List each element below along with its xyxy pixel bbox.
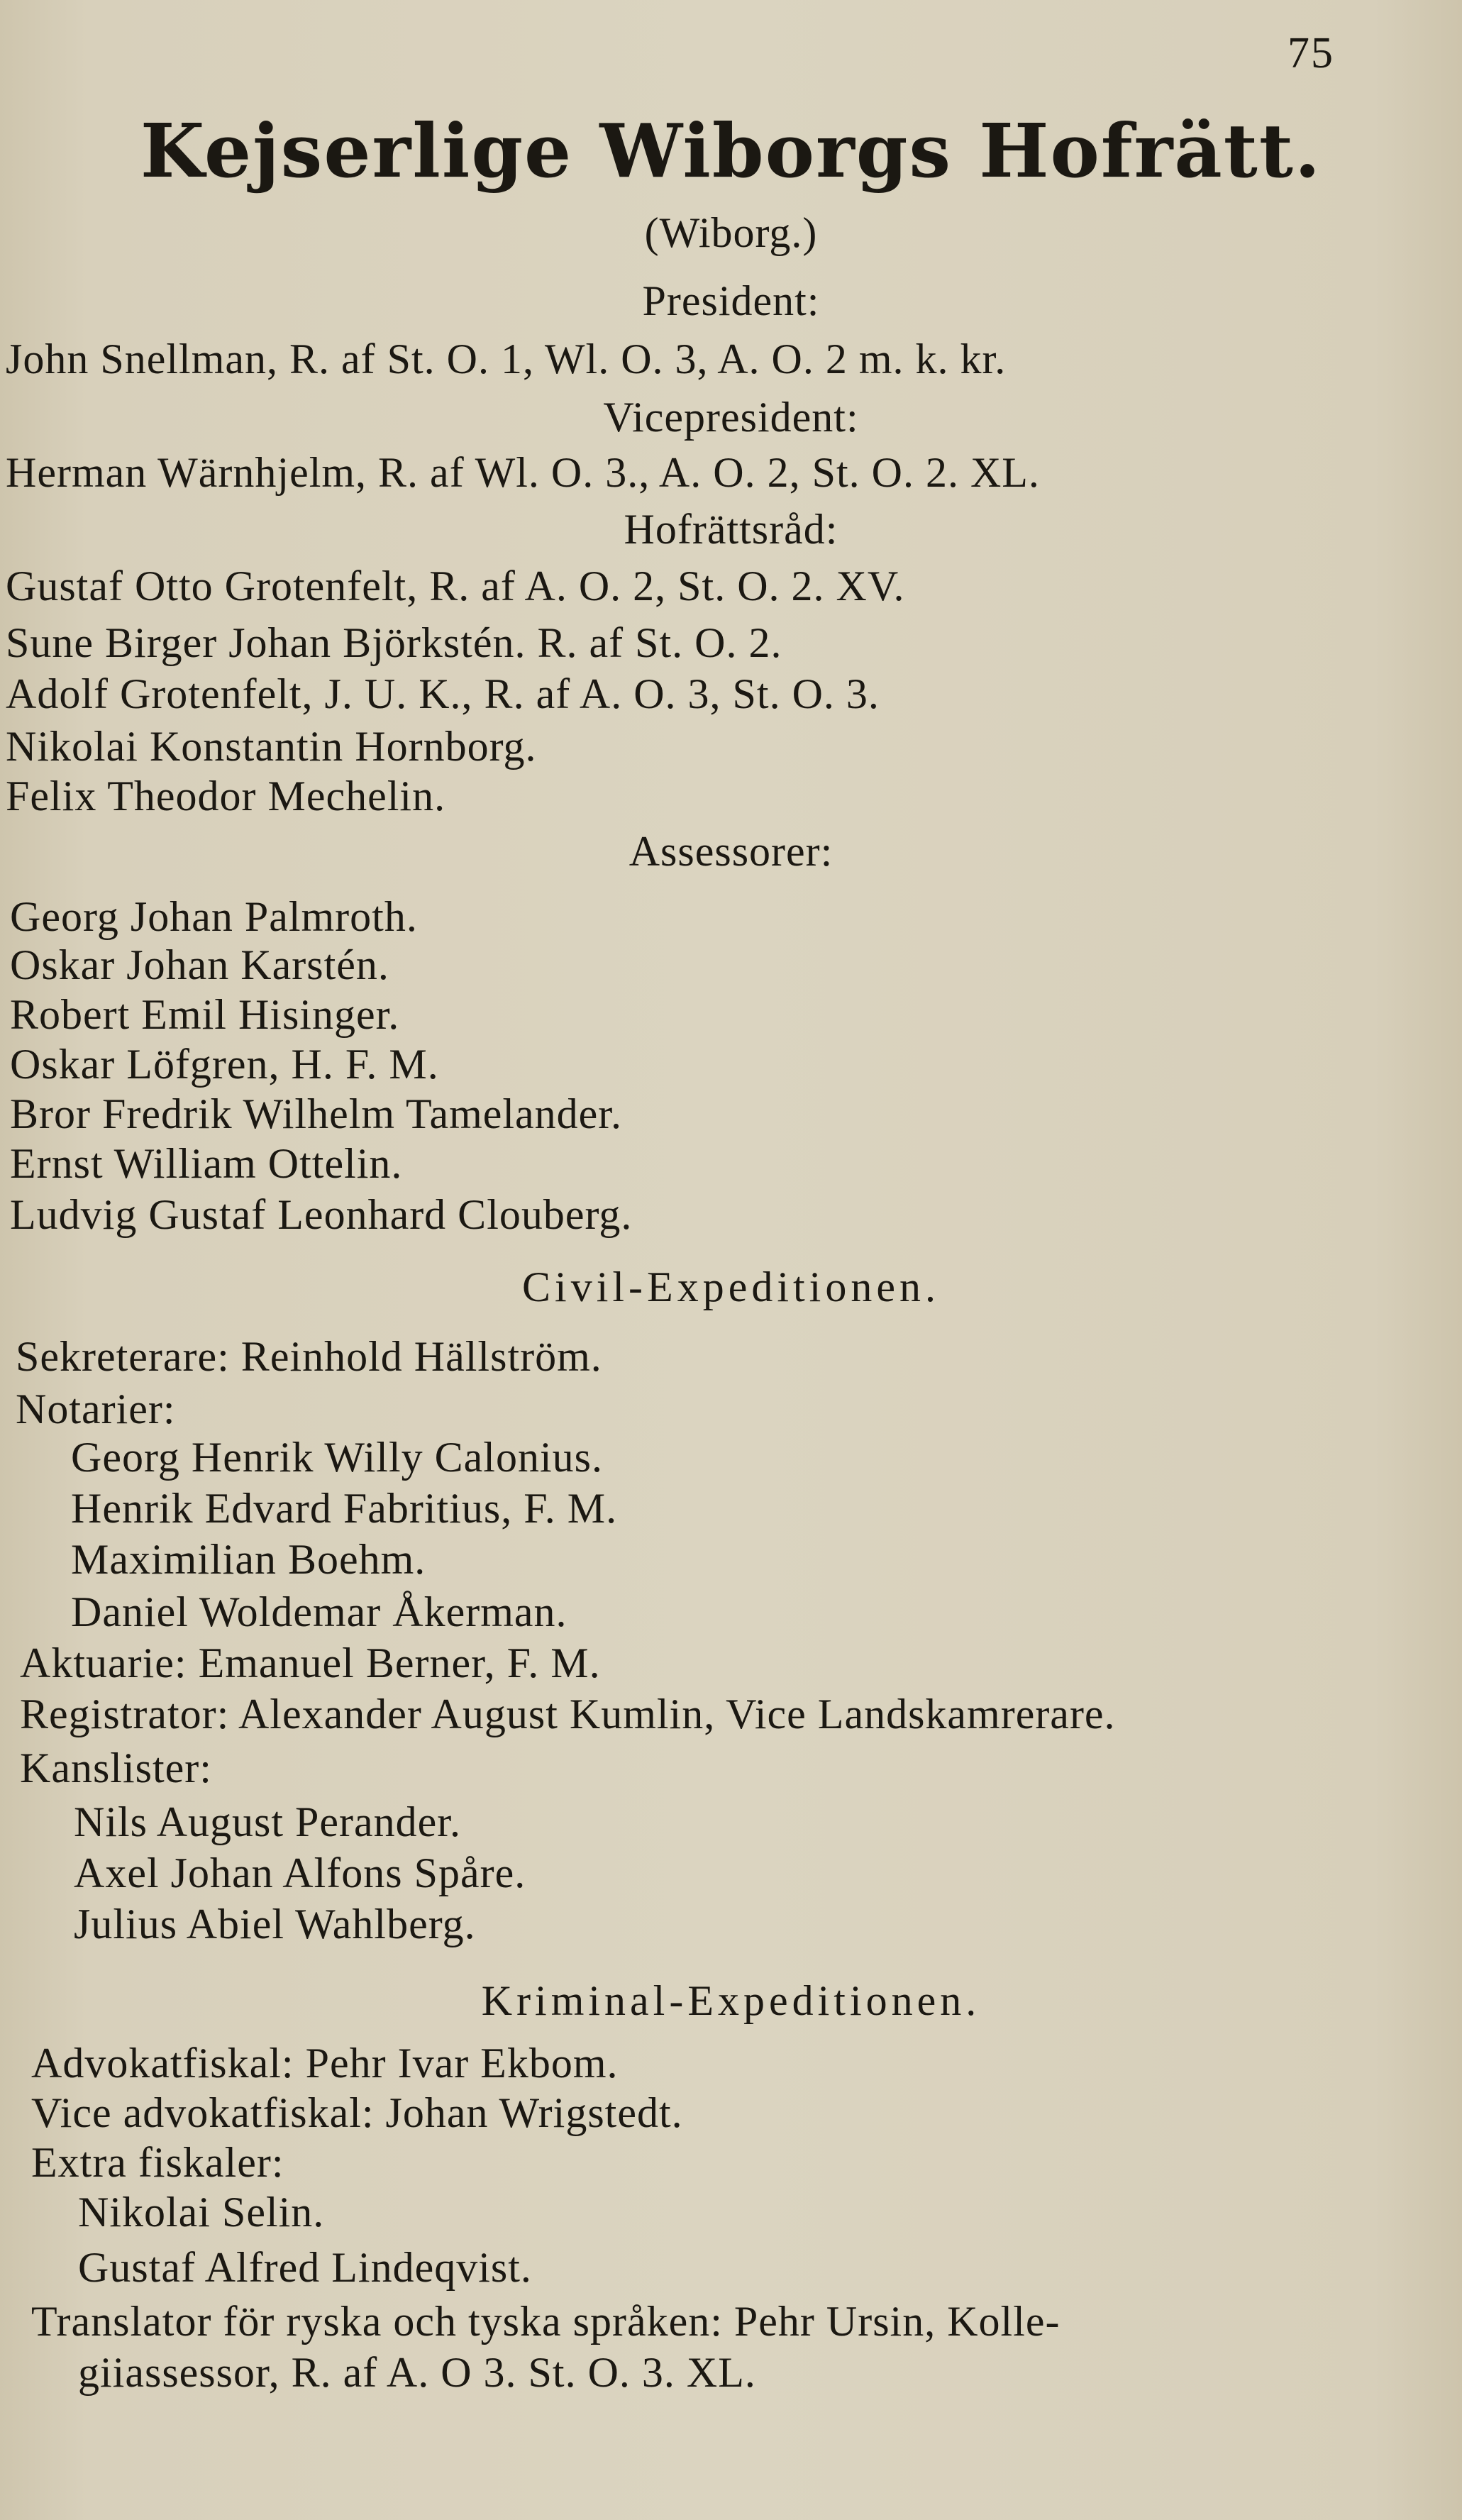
heading-assessorer: Assessorer: xyxy=(628,828,834,875)
entry-notarie: Georg Henrik Willy Calonius. xyxy=(71,1434,603,1481)
entry-hofrattsrad: Gustaf Otto Grotenfelt, R. af A. O. 2, St. O. 2. XV. xyxy=(6,563,905,609)
entry-notarie: Henrik Edvard Fabritius, F. M. xyxy=(71,1485,618,1532)
entry-vicepresident: Herman Wärnhjelm, R. af Wl. O. 3., A. O. 2, St. O. 2. XL. xyxy=(6,449,1040,496)
entry-assessor: Georg Johan Palmroth. xyxy=(10,893,418,940)
page-title: Kejserlige Wiborgs Hofrätt. xyxy=(140,107,1322,194)
entry-assessor: Robert Emil Hisinger. xyxy=(10,991,400,1038)
heading-hofrattsrad: Hofrättsråd: xyxy=(624,506,838,553)
heading-president: President: xyxy=(642,277,820,324)
entry-hofrattsrad: Sune Birger Johan Björkstén. R. af St. O. 2. xyxy=(6,619,782,666)
label-notarier: Notarier: xyxy=(16,1386,176,1432)
entry-aktuarie: Aktuarie: Emanuel Berner, F. M. xyxy=(20,1640,601,1686)
page-number: 75 xyxy=(1287,29,1334,77)
entry-notarie: Maximilian Boehm. xyxy=(71,1536,426,1583)
entry-notarie: Daniel Woldemar Åkerman. xyxy=(71,1588,567,1635)
entry-translator: Translator för ryska och tyska språken: Pehr Ursin, Kolle- xyxy=(31,2298,1060,2345)
entry-hofrattsrad: Adolf Grotenfelt, J. U. K., R. af A. O. 3, St. O. 3. xyxy=(6,670,880,717)
entry-registrator: Registrator: Alexander August Kumlin, Vice Landskamrerare. xyxy=(20,1691,1116,1737)
entry-assessor: Oskar Johan Karstén. xyxy=(10,941,389,988)
entry-fiskal: Nikolai Selin. xyxy=(78,2189,325,2236)
entry-assessor: Oskar Löfgren, H. F. M. xyxy=(10,1041,439,1088)
entry-assessor: Bror Fredrik Wilhelm Tamelander. xyxy=(10,1090,622,1137)
entry-assessor: Ludvig Gustaf Leonhard Clouberg. xyxy=(10,1191,633,1238)
entry-kanslist: Axel Johan Alfons Spåre. xyxy=(74,1850,526,1896)
subtitle: (Wiborg.) xyxy=(644,209,818,256)
heading-kriminal-expeditionen: Kriminal-Expeditionen. xyxy=(481,1977,981,2024)
heading-vicepresident: Vicepresident: xyxy=(603,394,859,441)
entry-vice-advokatfiskal: Vice advokatfiskal: Johan Wrigstedt. xyxy=(31,2089,683,2136)
label-kanslister: Kanslister: xyxy=(20,1745,212,1791)
heading-civil-expeditionen: Civil-Expeditionen. xyxy=(522,1264,940,1310)
entry-president: John Snellman, R. af St. O. 1, Wl. O. 3, A. O. 2 m. k. kr. xyxy=(6,336,1007,382)
entry-translator-continued: giiassessor, R. af A. O 3. St. O. 3. XL. xyxy=(78,2349,756,2396)
entry-hofrattsrad: Felix Theodor Mechelin. xyxy=(6,773,446,819)
entry-hofrattsrad: Nikolai Konstantin Hornborg. xyxy=(6,723,537,770)
entry-kanslist: Julius Abiel Wahlberg. xyxy=(74,1901,476,1947)
entry-advokatfiskal: Advokatfiskal: Pehr Ivar Ekbom. xyxy=(31,2040,619,2087)
entry-sekreterare: Sekreterare: Reinhold Hällström. xyxy=(16,1333,602,1380)
entry-kanslist: Nils August Perander. xyxy=(74,1798,461,1845)
entry-assessor: Ernst William Ottelin. xyxy=(10,1140,403,1187)
entry-fiskal: Gustaf Alfred Lindeqvist. xyxy=(78,2244,532,2291)
label-extra-fiskaler: Extra fiskaler: xyxy=(31,2139,284,2186)
